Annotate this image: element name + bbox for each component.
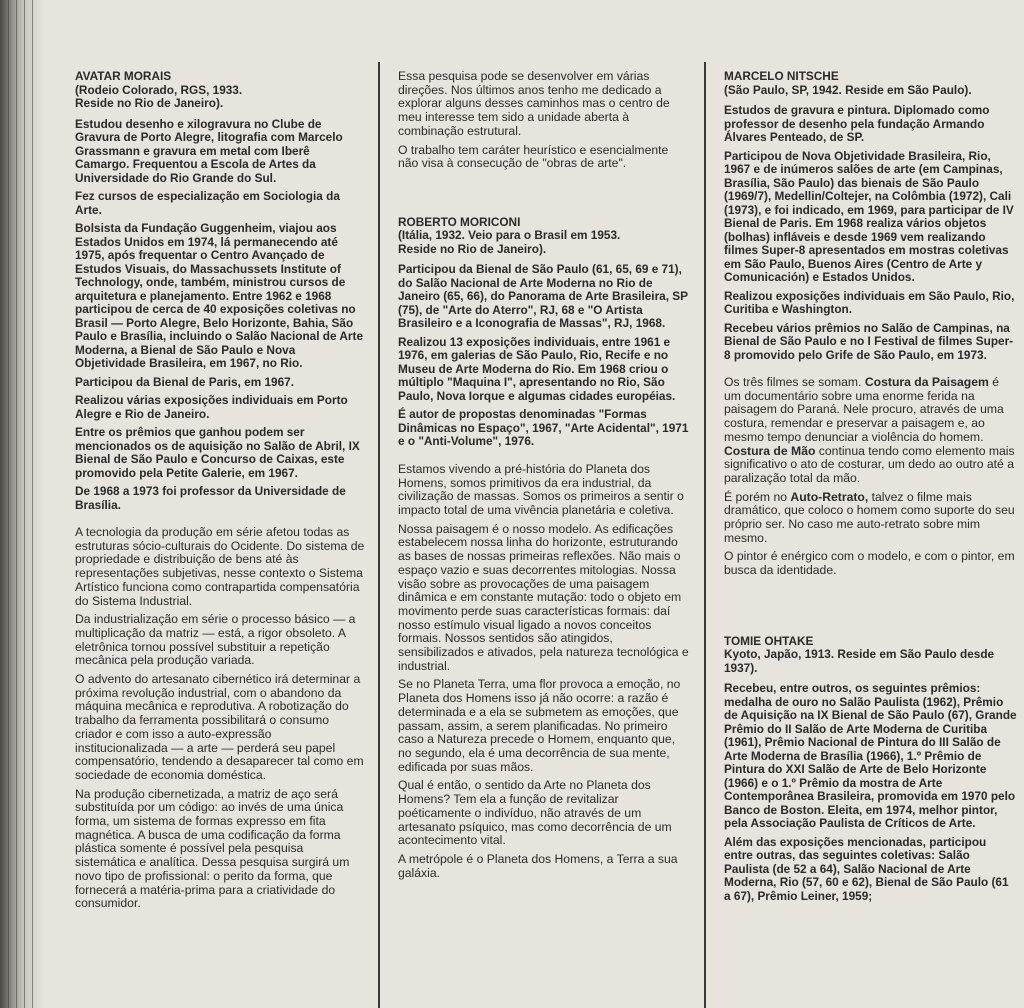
bio-paragraph: Estudou desenho e xilogravura no Clube de Gravura de Porto Alegre, litografia com Marcelo Grassmann e gravura em metal com Iberê Camargo. Frequentou a Escola de Artes da Universidade do Rio Grande do Sul. xyxy=(75,116,343,185)
film-title-costura-de-mao: Costura de Mão xyxy=(724,443,816,458)
essay-paragraph: Nossa paisagem é o nosso modelo. As edificações estabelecem nossa linha do horizonte, estruturando as bases de nossas primeiras reflexões. Não mais o espaço vazio e suas decorrentes mitologias. Nossa visão sobre as provocações de uma paisagem dinâmica e em constante mutação: todo o objeto em movimento perde suas características formais: daí nosso estímulo visual ligado a novos conceitos formais. Nossos sentidos são atingidos, sensibilizados e ativados, pela natureza tecnológica e industrial. xyxy=(398,521,689,673)
artist-bio-roberto-moriconi xyxy=(398,216,690,449)
bio-paragraph: Recebeu vários prêmios no Salão de Campinas, na Bienal de São Paulo e no I Festival de filmes Super-8 promovido pelo Grife de São Paulo, em 1973. xyxy=(724,320,1014,362)
essay-paragraph xyxy=(724,491,1018,546)
essay-paragraph: Estamos vivendo a pré-história do Planeta dos Homens, somos primitivos da era industrial, da civilização de massas. Somos os primeiros a sentir o impacto total de uma vivência planetária e coletiva. xyxy=(398,461,684,518)
artist-origin: (São Paulo, SP, 1942. Reside em São Paulo). xyxy=(724,82,972,97)
essay-paragraph: O pintor é enérgico com o modelo, e com o pintor, em busca da identidade. xyxy=(724,549,1015,578)
bio-paragraph: De 1968 a 1973 foi professor da Universidade de Brasília. xyxy=(75,484,346,512)
essay-paragraph xyxy=(724,376,1018,486)
artist-name: AVATAR MORAIS xyxy=(75,69,172,83)
bio-paragraph: É autor de propostas denominadas "Formas Dinâmicas no Espaço", 1967, "Arte Acidental", 1971 e o "Anti-Volume", 1976. xyxy=(398,407,689,449)
essay-paragraph: Qual é então, o sentido da Arte no Planeta dos Homens? Tem ela a função de revitalizar poéticamente o indivíduo, não através de um artesanato psíquico, mas como decorrência de um acontecimento vital. xyxy=(398,778,672,848)
essay-paragraph: Da industrialização em série o processo básico — a multiplicação da matriz — está, a rigor obsoleto. A eletrônica tornou possível substituir a repetição mecânica pela produção variada. xyxy=(75,612,356,668)
page-stack-line xyxy=(16,0,17,1008)
essay-paragraph: O trabalho tem caráter heurístico e esencialmente não visa à consecução de "obras de arte". xyxy=(398,142,669,171)
artist-name: TOMIE OHTAKE xyxy=(724,633,814,648)
column-roberto-moriconi xyxy=(398,70,690,885)
artist-bio-avatar-morais xyxy=(75,70,367,512)
essay-paragraph: A metrópole é o Planeta dos Homens, a Terra a sua galáxia. xyxy=(398,851,678,880)
essay-paragraph: A tecnologia da produção em série afetou todas as estruturas sócio-culturais do Ocidente. Do sistema de propriedade e distribuição de bens até às representações subjetivas, nesse contexto o Sistema Artístico funciona como contrapartida compensatória do Sistema Industrial. xyxy=(75,525,365,608)
column-divider xyxy=(378,62,380,1008)
bio-paragraph: Participou da Bienal de São Paulo (61, 65, 69 e 71), do Salão Nacional de Arte Moderna no Rio de Janeiro (65, 66), do Panorama de Arte Brasileira, SP (75), de "Arte do Aterro", RJ, 68 e "O Artista Brasileiro e a Iconografia de Massas", RJ, 1968. xyxy=(398,262,688,331)
bio-paragraph: Realizou exposições individuais em São Paulo, Rio, Curitiba e Washington. xyxy=(724,288,1015,316)
artist-statement xyxy=(75,526,367,911)
bio-paragraph: Realizou 13 exposições individuais, entre 1961 e 1976, em galerias de São Paulo, Rio, Recife e no Museu de Arte Moderna do Rio. Em 1968 criou o múltiplo "Maquina I", apresentando no Rio, São Paulo, Nova Iorque e algumas cidades européias. xyxy=(398,334,676,403)
essay-paragraph: O advento do artesanato cibernético irá determinar a próxima revolução industrial, com o abandono da máquina mecânica e reprodutiva. A robotização do trabalho da ferramenta possibilitará o consumo criador e com isso a auto-expressão institucionalizada — a arte — perderá seu papel compensatório, tendendo a desaparecer tal como em sociedade de economia doméstica. xyxy=(75,672,364,782)
essay-paragraph: Se no Planeta Terra, uma flor provoca a emoção, no Planeta dos Homens isso já não ocorre: a razão é determinada e a ela se submetem as emoções, que passam, assim, a serem planificadas. No primeiro caso a Natureza precede o Homem, enquanto que, no segundo, ela é uma decorrência de sua mente, edificada por suas mãos. xyxy=(398,677,681,774)
bio-paragraph: Estudos de gravura e pintura. Diplomado como professor de desenho pela fundação Armando Álvares Penteado, de SP. xyxy=(724,103,990,144)
bio-paragraph: Recebeu, entre outros, os seguintes prêmios: medalha de ouro no Salão Paulista (1962), Prêmio de Aquisição na IX Bienal de São Paulo (67), Grande Prêmio do II Salão de Arte Moderna de Curitiba (1961), Prêmio Nacional de Pintura do III Salão de Arte Moderna de Brasília (1966), 1.º Prêmio de Pintura do XXI Salão de Arte de Belo Horizonte (1966) e o 1.º Prêmio da mostra de Arte Contemporânea Brasileira, promovida em 1970 pelo Banco de Boston. Eleita, em 1974, melhor pintor, pela Associação Paulista de Críticos de Arte. xyxy=(724,681,1017,831)
bio-paragraph: Fez cursos de especialização em Sociologia da Arte. xyxy=(75,189,340,217)
artist-origin: Kyoto, Japão, 1913. Reside em São Paulo desde 1937). xyxy=(724,647,995,675)
film-title-costura-da-paisagem: Costura da Paisagem xyxy=(864,375,989,389)
text-run: continua tendo como elemento mais significativo o ato de costurar, um dedo ao outro até a paralização total da mão. xyxy=(724,443,1015,485)
bio-paragraph: Além das exposições mencionadas, participou entre outras, das seguintes coletivas: Salão Paulista (de 52 a 64), Salão Nacional de Arte Moderna, Rio (57, 60 e 62), Bienal de São Paulo (61 a 67), Prêmio Leiner, 1959; xyxy=(724,834,1009,903)
column-divider xyxy=(704,62,706,1008)
text-run: é um documentário sobre uma enorme ferida na paisagem do Paraná. Nele procuro, através de uma costura, remendar e preservar a paisagem e, ao mesmo tempo denunciar a violência do homem. xyxy=(724,375,1004,444)
bio-paragraph: Participou de Nova Objetividade Brasileira, Rio, 1967 e de inúmeros salões de arte (em Campinas, Brasília, São Paulo) das bienais de São Paulo (1969/7), Medellin/Coltejer, na Colômbia (1972), Cali (1973), e foi indicado, em 1969, para participar de IV Bienal de Paris. Em 1968 realiza vários objetos (bolhas) infláveis e desde 1969 vem realizando filmes Super-8 apresentados em mostras coletivas em São Paulo, Buenos Aires (Centro de Arte y Comunicación) e Estados Unidos. xyxy=(724,148,1014,284)
artist-name: ROBERTO MORICONI xyxy=(398,214,521,229)
artist-name: MARCELO NITSCHE xyxy=(724,69,839,83)
text-run: É porém no xyxy=(724,489,791,504)
page-stack-line xyxy=(24,0,25,1008)
artist-bio-tomie-ohtake xyxy=(724,635,1018,904)
column-marcelo-nitsche-tomie-ohtake xyxy=(724,70,1018,908)
artist-statement xyxy=(724,376,1018,578)
artist-statement xyxy=(398,463,690,880)
bio-paragraph: Entre os prêmios que ganhou podem ser mencionados os de aquisição no Salão de Abril, IX Bienal de São Paulo e Concurso de Caixas, este promovido pela Petite Galerie, em 1967. xyxy=(75,425,360,480)
bio-paragraph: Bolsista da Fundação Guggenheim, viajou aos Estados Unidos em 1974, lá permanecendo até 1975, após frequentar o Centro Avançado de Estudos Visuais, do Massachussets Institute of Technology, onde, também, ministrou cursos de arquitetura e planejamento. Entre 1962 e 1968 participou de cerca de 40 exposições coletivas no Brasil — Porto Alegre, Belo Horizonte, Bahia, São Paulo e Brasília, incluindo o Salão Nacional de Arte Moderna, a Bienal de São Paulo e Nova Objetividade Brasileira, em 1967, no Rio. xyxy=(75,221,364,370)
page-stack-line xyxy=(32,0,33,1008)
bio-paragraph: Realizou várias exposições individuais em Porto Alegre e Rio de Janeiro. xyxy=(75,393,348,421)
text-run: talvez o filme mais dramático, que coloco o homem como suporte do seu próprio ser. No caso me auto-retrato sobre mim mesmo. xyxy=(724,489,1015,545)
essay-paragraph: Na produção cibernetizada, a matriz de aço será substituída por um código: ao invés de uma única forma, um sistema de formas expresso em fita magnética. A busca de uma codificação da forma plástica somente é possível pela pesquisa sistemática e analítica. Dessa pesquisa surgirá um novo tipo de profissional: o perito da forma, que fornecerá a matéria-prima para a criatividade do consumidor. xyxy=(75,786,350,911)
column-avatar-morais xyxy=(75,70,367,916)
page-stack-line xyxy=(8,0,9,1008)
film-title-auto-retrato: Auto-Retrato, xyxy=(790,489,869,504)
bio-paragraph: Participou da Bienal de Paris, em 1967. xyxy=(75,374,294,389)
essay-paragraph: Essa pesquisa pode se desenvolver em várias direções. Nos últimos anos tenho me dedicado a explorar alguns desses caminhos mas o centro de meu interesse tem sido a unidade aberta à combinação estrutural. xyxy=(398,69,670,138)
text-run: Os três filmes se somam. xyxy=(724,375,865,389)
artist-bio-marcelo-nitsche xyxy=(724,70,1018,362)
book-spine-edge xyxy=(0,0,44,1008)
continued-statement xyxy=(398,70,690,171)
artist-origin: (Itália, 1932. Veio para o Brasil em 1953. Reside no Rio de Janeiro). xyxy=(398,228,621,256)
artist-origin: (Rodeio Colorado, RGS, 1933. Reside no Rio de Janeiro). xyxy=(75,82,243,110)
